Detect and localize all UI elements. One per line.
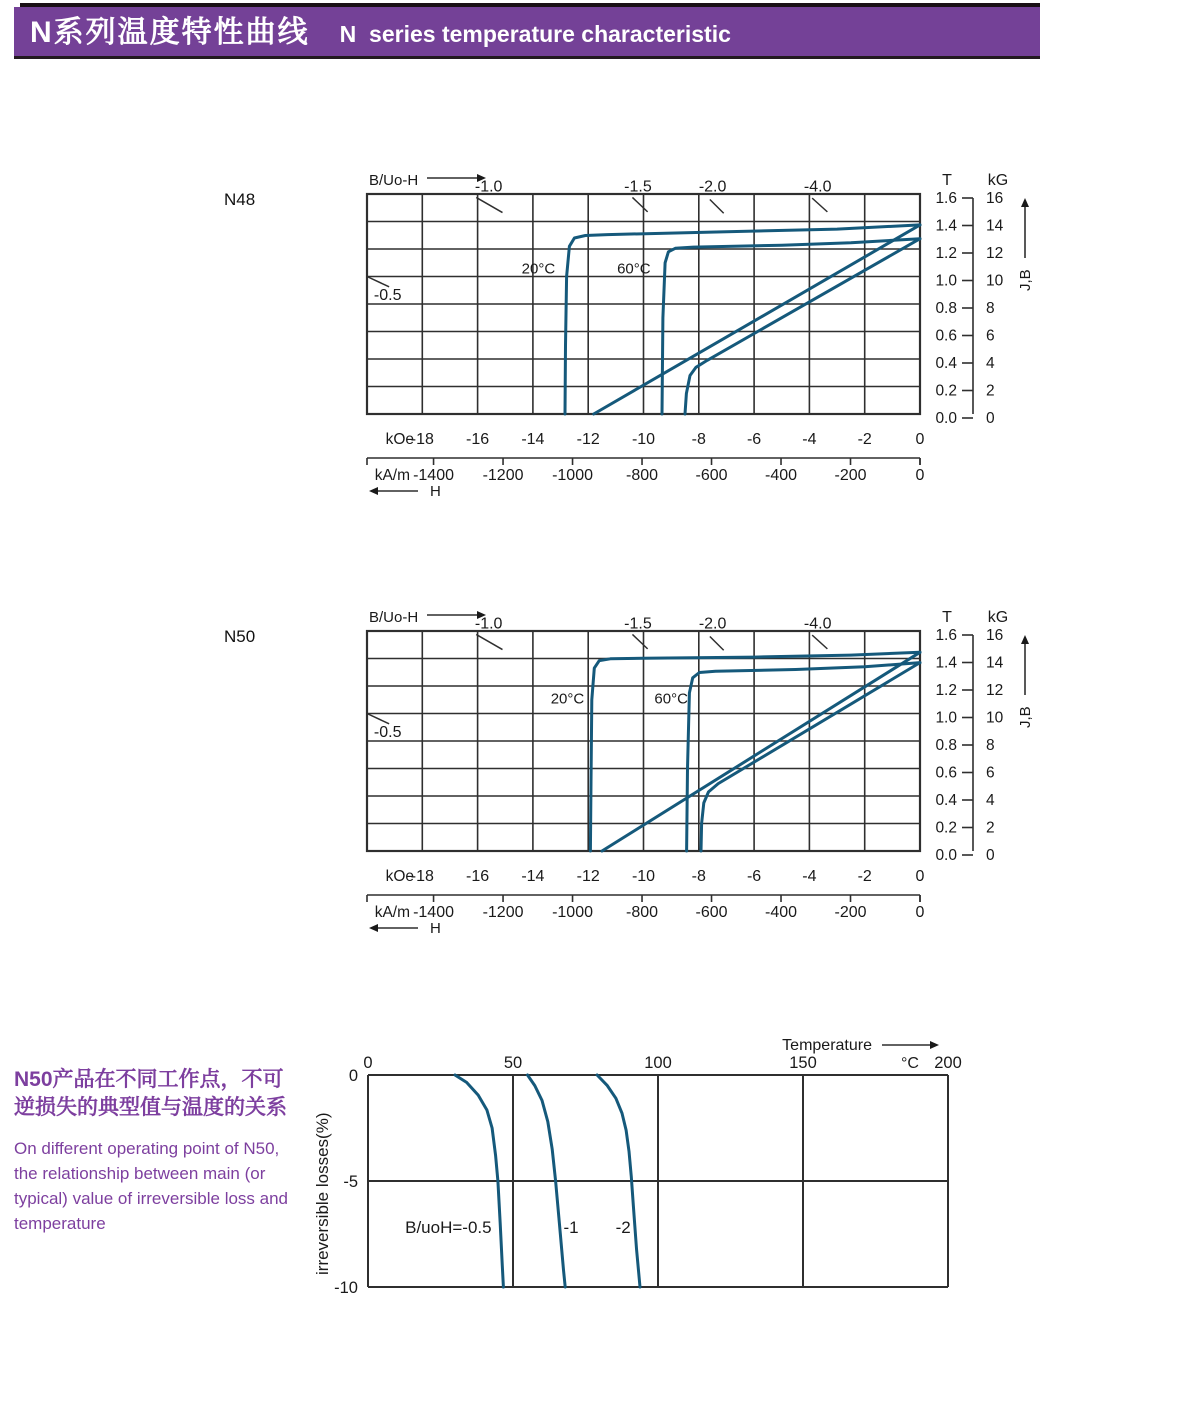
loss-description-en-line4: temperature (14, 1214, 106, 1233)
right-arrow-icon (930, 1041, 939, 1049)
load-line-tick (812, 198, 827, 212)
koe-tick-label: -8 (691, 431, 706, 448)
grade-label-n50: N50 (224, 627, 256, 646)
load-line-tick (476, 197, 502, 212)
tesla-tick-label: 1.4 (935, 654, 957, 672)
curve-label: B/uoH=-0.5 (405, 1217, 492, 1237)
kam-tick-label: -1000 (552, 904, 593, 921)
gauss-tick-label: 8 (986, 737, 995, 754)
gauss-tick-label: 4 (986, 355, 995, 372)
tesla-tick-label: 0.8 (935, 300, 957, 317)
loss-description-zh-line2: 逆损失的典型值与温度的关系 (14, 1096, 287, 1119)
gauss-tick-label: 6 (986, 327, 995, 345)
koe-tick-label: -18 (410, 431, 434, 448)
koe-tick-label: -6 (746, 431, 762, 448)
up-arrow-icon (1021, 635, 1029, 644)
kam-tick-label: -1400 (413, 467, 455, 484)
koe-unit-label: kOe (385, 868, 414, 885)
tesla-tick-label: 1.0 (935, 272, 957, 290)
gauss-tick-label: 12 (986, 682, 1004, 699)
loss-description-zh-line1: N50产品在不同工作点，不可 (14, 1068, 284, 1091)
jb-axis-label: J,B (1017, 706, 1034, 728)
tesla-tick-label: 0.6 (935, 764, 957, 782)
load-line-label: -0.5 (373, 286, 402, 304)
koe-unit-label: kOe (385, 431, 414, 448)
kam-tick-label: -1200 (482, 467, 524, 484)
gauss-unit-label: kG (987, 172, 1009, 189)
kam-unit-label: kA/m (374, 467, 410, 484)
kam-tick-label: -400 (765, 467, 798, 484)
left-arrow-icon (369, 924, 378, 932)
load-line-tick (476, 634, 502, 649)
koe-tick-label: 0 (915, 868, 925, 885)
gauss-tick-label: 14 (986, 217, 1004, 235)
koe-tick-label: -8 (691, 868, 706, 885)
loss-tick-label: -10 (334, 1279, 358, 1297)
tesla-tick-label: 1.6 (935, 627, 957, 644)
curve-label: -2 (615, 1217, 631, 1237)
koe-tick-label: 0 (915, 431, 925, 448)
koe-tick-label: -12 (576, 431, 600, 448)
irreversible-loss-chart (300, 1020, 1000, 1320)
tesla-tick-label: 1.2 (935, 682, 957, 699)
tesla-tick-label: 0.4 (935, 355, 957, 372)
up-arrow-icon (1021, 198, 1029, 207)
curve-B-curve-60-C (685, 239, 920, 414)
b-uoh-axis-label: B/Uo-H (369, 172, 419, 189)
loss-description-en-line1: On different operating point of N50, (14, 1139, 280, 1158)
koe-tick-label: -4 (802, 431, 817, 448)
load-line-tick (632, 197, 647, 211)
kam-tick-label: -400 (765, 904, 798, 921)
load-line-label: -1.0 (474, 615, 503, 633)
grid (367, 194, 920, 414)
load-line-label: -1.5 (624, 615, 652, 633)
gauss-tick-label: 10 (986, 272, 1004, 290)
gauss-tick-label: 2 (986, 819, 995, 837)
load-line-label: -1.0 (474, 178, 503, 196)
n48-demagnetization-chart (330, 165, 1070, 535)
koe-tick-label: -14 (521, 868, 545, 885)
kam-tick-label: -800 (626, 904, 659, 921)
grid (368, 1075, 948, 1287)
gauss-tick-label: 0 (986, 410, 995, 427)
tesla-tick-label: 1.4 (935, 217, 957, 235)
temperature-tick-label: 150 (789, 1054, 817, 1072)
celsius-unit-label: °C (901, 1055, 919, 1072)
banner-body (14, 7, 1040, 59)
loss-tick-label: 0 (348, 1067, 358, 1085)
koe-tick-label: -4 (802, 868, 817, 885)
gauss-tick-label: 0 (986, 847, 995, 864)
loss-description-en-line2: the relationship between main (or (14, 1164, 266, 1183)
koe-tick-label: -16 (466, 868, 490, 885)
gauss-tick-label: 2 (986, 382, 995, 400)
kam-tick-label: -600 (695, 904, 728, 921)
koe-tick-label: -12 (576, 868, 600, 885)
gauss-tick-label: 4 (986, 792, 995, 809)
gauss-tick-label: 16 (986, 627, 1004, 644)
h-axis-label: H (430, 483, 441, 500)
tesla-tick-label: 0.2 (935, 819, 957, 837)
kam-tick-label: 0 (915, 467, 925, 484)
gauss-tick-label: 14 (986, 654, 1004, 672)
koe-tick-label: -16 (466, 431, 490, 448)
curve-label: -1 (563, 1217, 579, 1237)
koe-tick-label: -10 (631, 431, 656, 448)
gauss-unit-label: kG (987, 609, 1009, 626)
tesla-unit-label: T (942, 609, 952, 626)
grid (367, 631, 920, 851)
koe-tick-label: -10 (631, 868, 656, 885)
gauss-tick-label: 10 (986, 709, 1004, 727)
tesla-tick-label: 0.6 (935, 327, 957, 345)
tesla-unit-label: T (942, 172, 952, 189)
n50-demagnetization-chart (330, 602, 1070, 972)
load-line-tick (367, 714, 389, 724)
loss-description-en-line3: typical) value of irreversible loss and (14, 1189, 289, 1208)
temperature-label: 20°C (521, 260, 556, 278)
tesla-tick-label: 1.2 (935, 245, 957, 262)
page-title-zh: N系列温度特性曲线 (30, 16, 310, 49)
kam-tick-label: -1000 (552, 467, 593, 484)
load-line-label: -4.0 (803, 615, 832, 633)
kam-tick-label: -200 (834, 467, 867, 484)
temperature-label: 20°C (550, 690, 585, 708)
tesla-tick-label: 0.2 (935, 382, 957, 400)
loss-tick-label: -5 (343, 1173, 358, 1191)
b-uoh-axis-label: B/Uo-H (369, 609, 419, 626)
curve-J-curve-60-C (662, 239, 920, 414)
koe-tick-label: -6 (746, 868, 762, 885)
curve-B-curve-20-C (602, 652, 920, 851)
kam-tick-label: -200 (834, 904, 867, 921)
tesla-tick-label: 1.6 (935, 190, 957, 207)
tesla-tick-label: 0.0 (935, 847, 957, 864)
page-title-en: N series temperature characteristic (339, 21, 731, 47)
gauss-tick-label: 16 (986, 190, 1004, 207)
tesla-tick-label: 0.4 (935, 792, 957, 809)
grade-label-n48: N48 (224, 190, 256, 209)
load-line-tick (812, 635, 827, 649)
left-arrow-icon (369, 487, 378, 495)
gauss-tick-label: 8 (986, 300, 995, 317)
temperature-tick-label: 0 (363, 1054, 373, 1072)
tesla-tick-label: 0.0 (935, 410, 957, 427)
temperature-tick-label: 50 (503, 1054, 523, 1072)
koe-tick-label: -2 (857, 431, 872, 448)
curve-J-curve-20-C (565, 225, 920, 414)
kam-unit-label: kA/m (374, 904, 410, 921)
tesla-tick-label: 1.0 (935, 709, 957, 727)
load-line-label: -4.0 (803, 178, 832, 196)
kam-tick-label: 0 (915, 904, 925, 921)
jb-axis-label: J,B (1017, 269, 1034, 291)
kam-tick-label: -1400 (413, 904, 455, 921)
curve-B-curve-20-C (594, 225, 920, 414)
tesla-tick-label: 0.8 (935, 737, 957, 754)
header-banner (14, 3, 1040, 62)
temperature-label: 60°C (654, 690, 688, 708)
gauss-tick-label: 6 (986, 764, 995, 782)
load-line-tick (632, 634, 647, 648)
temperature-label: 60°C (617, 260, 651, 278)
load-line-label: -0.5 (373, 723, 402, 741)
load-line-label: -1.5 (624, 178, 652, 196)
load-line-tick (367, 277, 389, 287)
koe-tick-label: -2 (857, 868, 872, 885)
load-line-tick (710, 200, 724, 214)
kam-tick-label: -800 (626, 467, 659, 484)
loss-description (14, 1066, 314, 1236)
koe-tick-label: -14 (521, 431, 545, 448)
temperature-tick-label: 200 (934, 1054, 962, 1072)
temperature-tick-label: 100 (644, 1054, 672, 1072)
kam-tick-label: -1200 (482, 904, 524, 921)
koe-tick-label: -18 (410, 868, 434, 885)
h-axis-label: H (430, 920, 441, 937)
load-line-label: -2.0 (698, 615, 727, 633)
loss-axis-label: irreversible losses(%) (313, 1112, 332, 1275)
load-line-tick (710, 637, 724, 651)
load-line-label: -2.0 (698, 178, 727, 196)
kam-tick-label: -600 (695, 467, 728, 484)
gauss-tick-label: 12 (986, 245, 1004, 262)
temperature-axis-label: Temperature (782, 1037, 872, 1054)
